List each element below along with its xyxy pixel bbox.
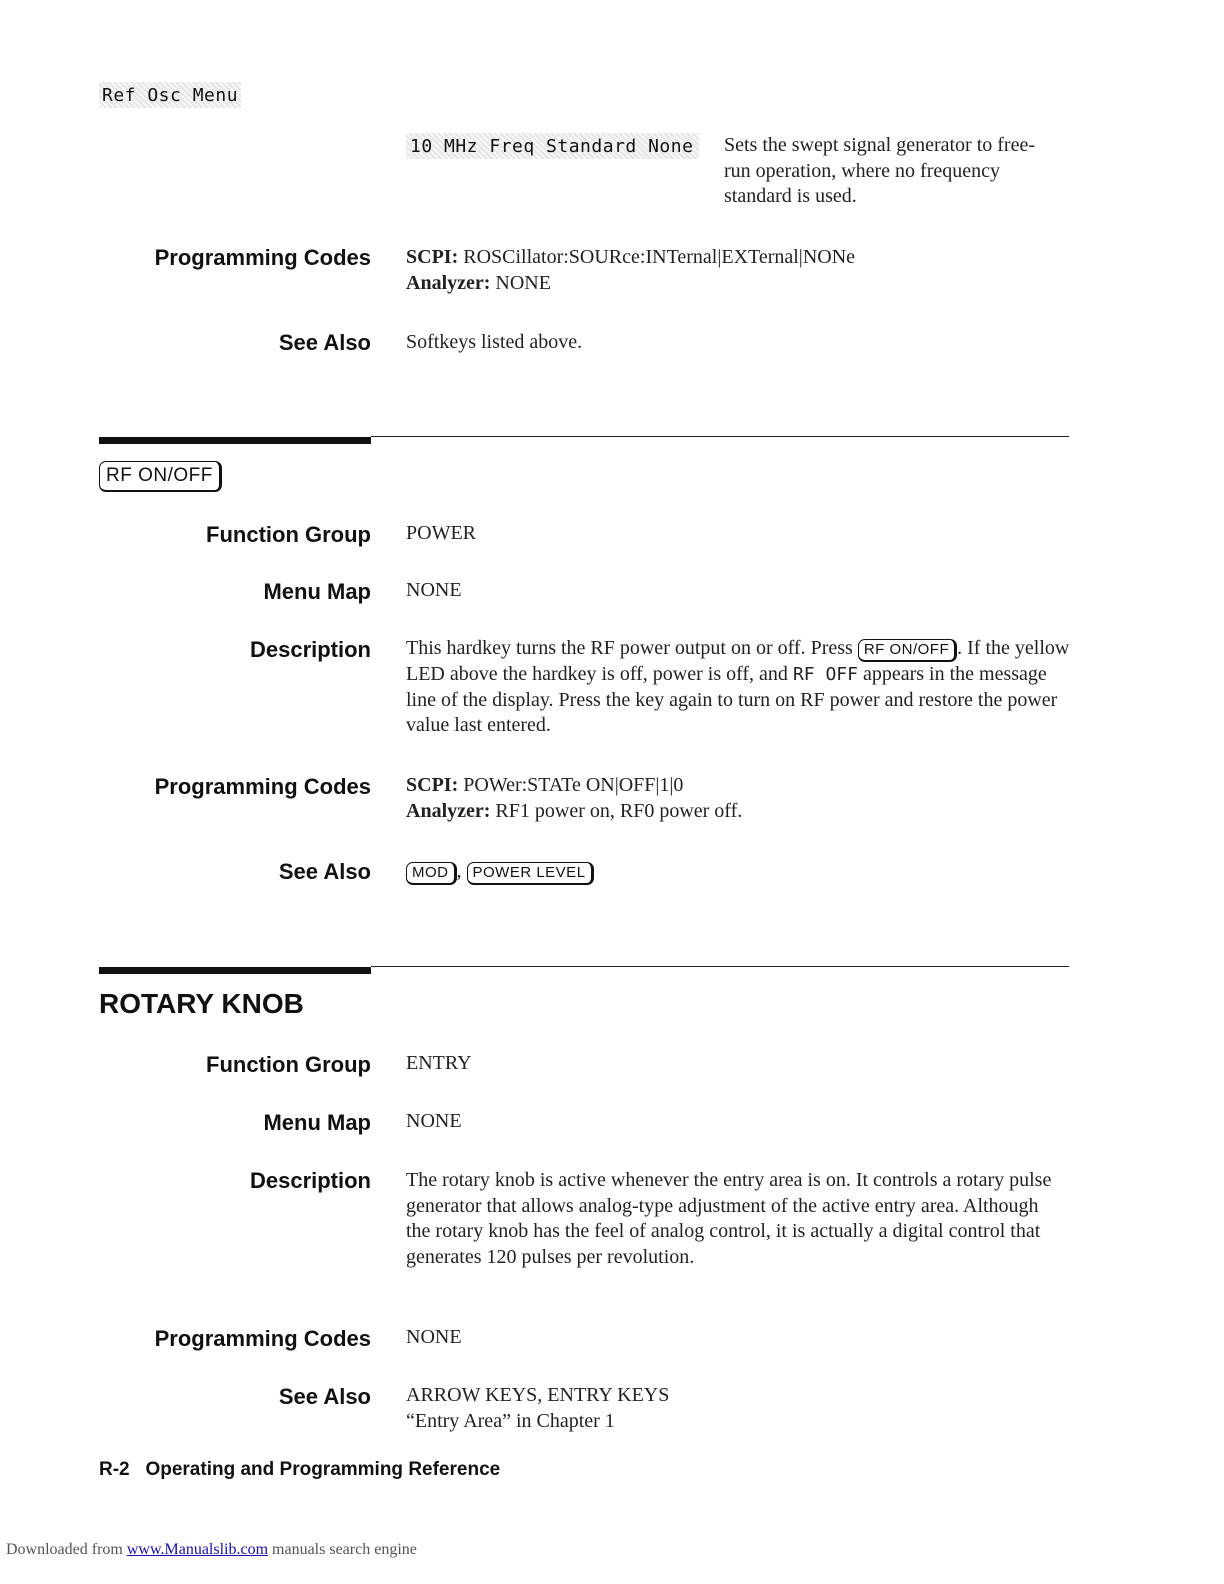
- analyzer-value: NONE: [495, 271, 551, 294]
- scpi-label: SCPI:: [406, 246, 459, 268]
- rf-function-group-value: POWER: [406, 522, 476, 544]
- ref-osc-programming-codes-label: Programming Codes: [154, 245, 371, 270]
- ref-osc-see-also-label: See Also: [278, 330, 371, 355]
- rk-menu-map-value: NONE: [406, 1110, 462, 1132]
- scpi-value: ROSCillator:SOURce:INTernal|EXTernal|NONe: [463, 246, 856, 268]
- rf-onoff-hardkey: RF ON/OFF: [99, 461, 222, 492]
- rf-onoff-title: [99, 461, 222, 492]
- rotary-knob-title: ROTARY KNOB: [99, 988, 304, 1019]
- rf-desc-part3: appears in the message line of the display. Press the key again to turn on RF power and restore the power value last entered.: [406, 663, 1058, 736]
- section-rule-thin-2: [371, 966, 1069, 967]
- rf-desc-part2: . If the yellow LED above the hardkey is off, power is off, and: [406, 637, 1070, 685]
- mod-hardkey: MOD: [406, 862, 457, 885]
- rf-function-group-label: Function Group: [206, 522, 371, 547]
- rf-description-text: [406, 636, 1074, 739]
- ref-osc-programming-codes: [406, 245, 1071, 296]
- download-credit: [6, 1541, 417, 1559]
- download-prefix: Downloaded from: [6, 1541, 123, 1558]
- rk-function-group-value: ENTRY: [406, 1052, 472, 1074]
- rf-programming-codes-label: Programming Codes: [154, 774, 371, 799]
- section-rule-thin: [371, 436, 1069, 437]
- section-rule-thick: [99, 437, 371, 444]
- rf-menu-map-value: NONE: [406, 579, 462, 601]
- rf-menu-map-label: Menu Map: [263, 579, 371, 604]
- rk-function-group-label: Function Group: [206, 1052, 371, 1077]
- see-also-separator: ,: [456, 860, 462, 882]
- rf-programming-codes: [406, 773, 1071, 824]
- rk-description-label: Description: [249, 1168, 371, 1193]
- rf-see-also-keys: [406, 859, 1071, 885]
- page-footer: R-2 Operating and Programming Reference: [99, 1459, 501, 1480]
- manualslib-link[interactable]: www.Manualslib.com: [126, 1541, 269, 1558]
- freq-standard-description: Sets the swept signal generator to free-run operation, where no frequency standard is used.: [724, 134, 1036, 207]
- rf-analyzer-label: Analyzer:: [406, 799, 491, 822]
- freq-standard-none-softkey: 10 MHz Freq Standard None: [406, 133, 699, 159]
- rk-menu-map-label: Menu Map: [263, 1110, 371, 1135]
- ref-osc-see-also-value: Softkeys listed above.: [406, 331, 583, 353]
- rk-see-also-value: [406, 1383, 1071, 1434]
- rf-onoff-inline-hardkey: RF ON/OFF: [858, 639, 957, 662]
- rf-desc-part1: This hardkey turns the RF power output on or off. Press: [406, 637, 853, 659]
- analyzer-label: Analyzer:: [406, 271, 491, 294]
- rk-programming-codes-value: NONE: [406, 1326, 462, 1348]
- download-suffix: manuals search engine: [272, 1541, 417, 1558]
- rf-description-label: Description: [249, 637, 371, 662]
- rk-description-value: The rotary knob is active whenever the entry area is on. It controls a rotary pulse generator that allows analog-type adjustment of the active entry area. Although the rotary knob has the feel of analog control, it is actually a digital control that generates 120 pulses per revolution.: [406, 1169, 1052, 1268]
- rf-scpi-label: SCPI:: [406, 774, 459, 796]
- rf-off-message: RF OFF: [792, 664, 858, 685]
- rf-analyzer-value: RF1 power on, RF0 power off.: [495, 799, 743, 822]
- power-level-hardkey: POWER LEVEL: [467, 862, 594, 885]
- rk-see-also-line1: ARROW KEYS, ENTRY KEYS: [406, 1384, 670, 1406]
- rk-see-also-label: See Also: [278, 1384, 371, 1409]
- ref-osc-menu-softkey: Ref Osc Menu: [99, 82, 241, 108]
- rk-programming-codes-label: Programming Codes: [154, 1326, 371, 1351]
- rk-see-also-line2: “Entry Area” in Chapter 1: [406, 1409, 615, 1432]
- section-rule-thick-2: [99, 967, 371, 974]
- rf-see-also-label: See Also: [278, 859, 371, 884]
- rf-scpi-value: POWer:STATe ON|OFF|1|0: [463, 774, 684, 796]
